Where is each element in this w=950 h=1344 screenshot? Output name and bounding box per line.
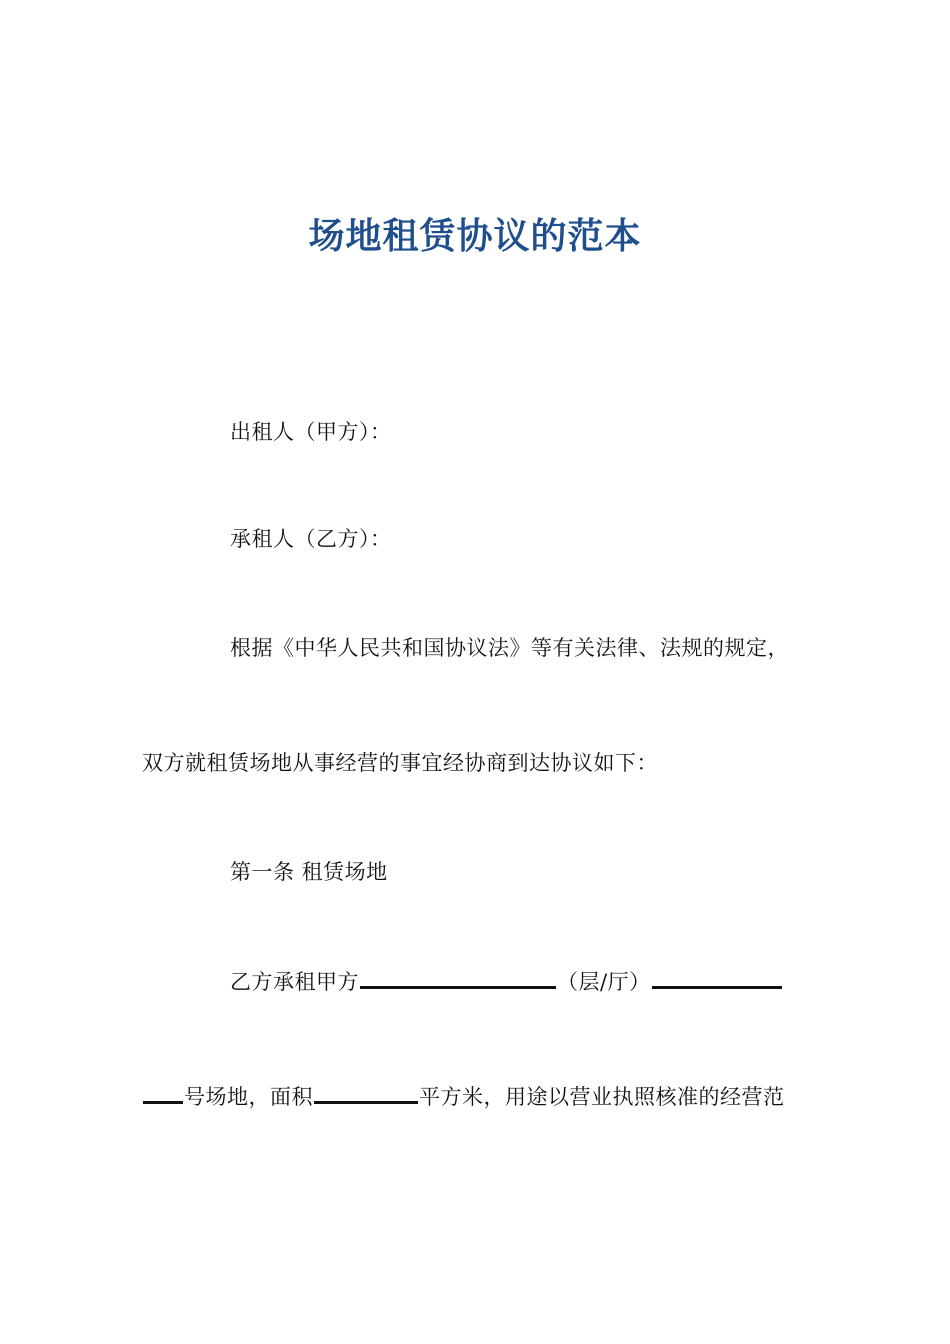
document-title: 场地租赁协议的范本: [308, 216, 642, 257]
preamble-line-1: 根据《中华人民共和国协议法》等有关法律、法规的规定，: [230, 636, 789, 660]
article-1-heading: 第一条 租赁场地: [230, 860, 388, 884]
article-1-text-part-3: 号场地，面积: [184, 1085, 313, 1109]
lessee-label: 承租人（乙方）：: [230, 527, 392, 551]
fill-in-blank-number: [652, 968, 782, 989]
article-1-line-2: [142, 1082, 785, 1112]
fill-in-blank-venue: [360, 968, 556, 989]
article-1-line-1: [230, 967, 783, 997]
article-1-text-part-1: 乙方承租甲方: [230, 970, 359, 994]
lessor-label: 出租人（甲方）：: [230, 420, 392, 444]
article-1-text-part-2: （层/厅）: [557, 970, 651, 994]
fill-in-blank-number-cont: [143, 1083, 183, 1104]
article-1-text-part-4: 平方米，用途以营业执照核准的经营范: [419, 1085, 785, 1109]
preamble-line-2: 双方就租赁场地从事经营的事宜经协商到达协议如下：: [142, 751, 658, 775]
fill-in-blank-area: [314, 1083, 418, 1104]
